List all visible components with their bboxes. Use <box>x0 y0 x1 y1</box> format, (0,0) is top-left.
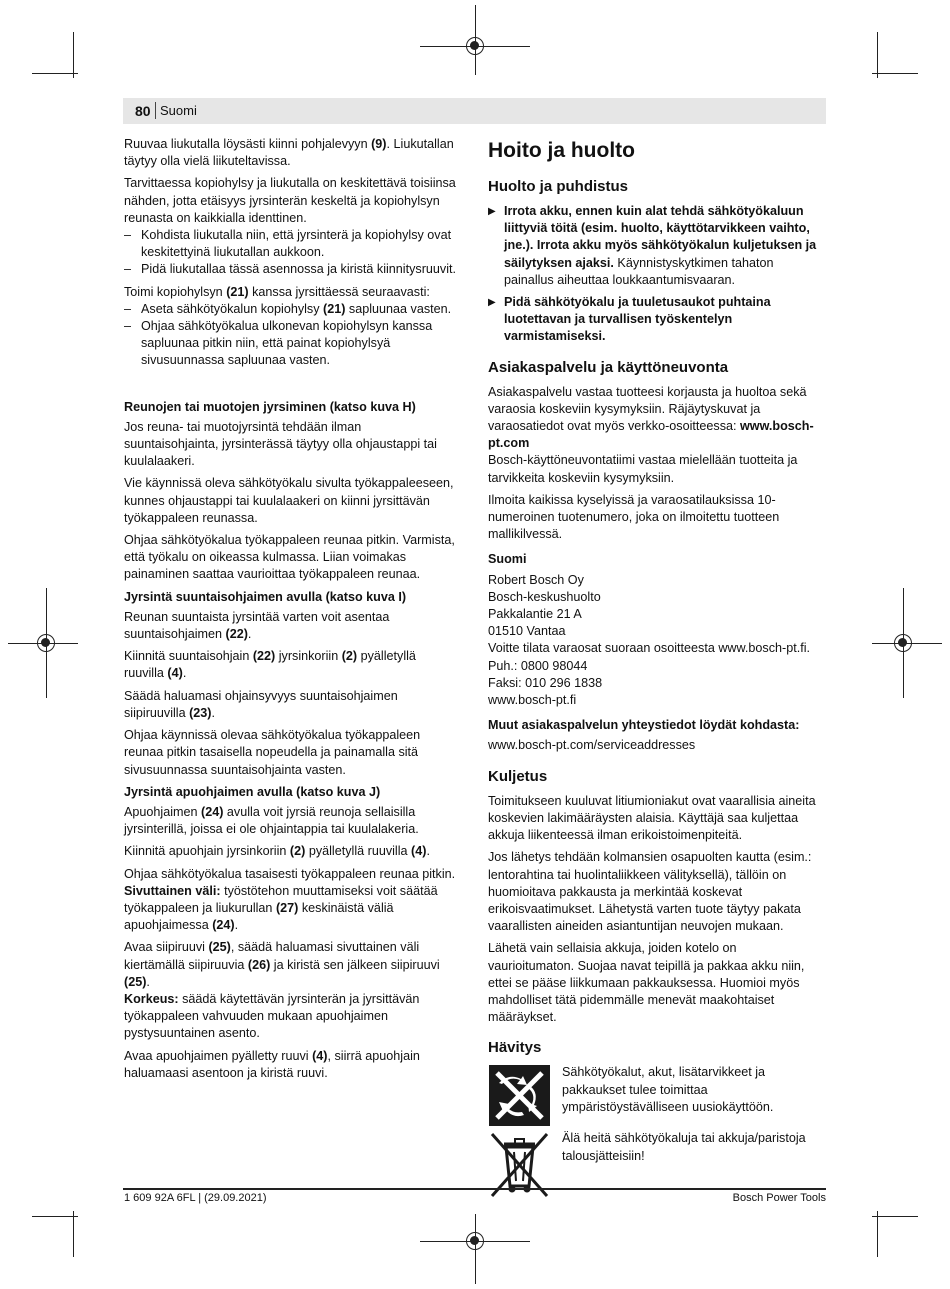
dash-list <box>124 301 459 370</box>
list-item: – Kohdista liukutalla niin, että jyrsinterä ja kopiohylsy ovat keskitettyinä liukutallan aukkoon. <box>124 227 459 261</box>
right-column <box>488 136 826 1193</box>
registration-mark-icon <box>37 634 55 652</box>
address-line: Robert Bosch Oy <box>488 572 584 587</box>
section-heading: Asiakaspalvelu ja käyttöneuvonta <box>488 358 729 376</box>
paragraph: Sivuttainen väli: työstötehon muuttamiseksi voit säätää työkappaleen ja liukurullan (27) keskinäistä väliä apuohjaimessa (24). <box>124 883 438 933</box>
paragraph: Ruuvaa liukutalla löysästi kiinni pohjalevyyn (9). Liukutallan täytyy olla vielä liikuteltavissa. <box>124 137 454 169</box>
registration-mark-icon <box>894 634 912 652</box>
paragraph: Reunan suuntaista jyrsintää varten voit asentaa suuntaisohjaimen (22). <box>124 609 390 642</box>
section-heading: Reunojen tai muotojen jyrsiminen (katso kuva H) <box>124 399 416 414</box>
list-item: – Aseta sähkötyökalun kopiohylsy (21) sapluunaa vasten. <box>124 301 459 318</box>
warning-list <box>488 203 826 346</box>
paragraph: Jos reuna- tai muotojyrsintä tehdään ilman suuntaisohjainta, jyrsinterässä täytyy olla ohjaustappi tai kuulalaakeri. <box>124 419 437 469</box>
left-column <box>124 136 459 1087</box>
crop-mark <box>877 32 878 78</box>
crop-mark <box>73 32 74 78</box>
paragraph: Jos lähetys tehdään kolmansien osapuolten kautta (esim.: lentorahtina tai huolintaliikkeen välityksellä), tällöin on huomioitava pakkausta ja merkintää koskevat erikoisvaatimukset. Lähetystä varten tuote täytyy pakata vaarallisten aineiden asiantuntijan neuvojen mukaan. <box>488 850 812 934</box>
page-number: 80 <box>135 103 151 119</box>
paragraph: Avaa apuohjaimen pyälletty ruuvi (4), siirrä apuohjain haluamaasi asentoon ja kiristä ruuvi. <box>124 1048 420 1080</box>
header-language: Suomi <box>160 103 197 118</box>
address-line: Faksi: 010 296 1838 <box>488 675 603 690</box>
footer-brand: Bosch Power Tools <box>732 1192 826 1204</box>
country-heading: Suomi <box>488 552 527 567</box>
section-heading: Hävitys <box>488 1039 542 1057</box>
section-heading: Huolto ja puhdistus <box>488 178 628 195</box>
paragraph: Lähetä vain sellaisia akkuja, joiden kotelo on vaurioitumaton. Suojaa navat teipillä ja pakkaa akku niin, ettei se pääse liikkumaan pakkauksessa. Huomioi myös mahdolliset tätä pidemmälle menevät maakohtaiset määräykset. <box>488 941 805 1025</box>
disposal-text-2: Älä heitä sähkötyökaluja tai akkuja/paristoja talousjätteisiin! <box>562 1131 806 1163</box>
registration-mark-icon <box>466 37 484 55</box>
footer-doc-id: 1 609 92A 6FL | (29.09.2021) <box>124 1192 267 1204</box>
chapter-title: Hoito ja huolto <box>488 139 635 162</box>
paragraph: Ohjaa sähkötyökalua tasaisesti työkappaleen reunaa pitkin. <box>124 866 456 881</box>
crossed-bin-icon <box>488 1130 551 1193</box>
paragraph: Bosch-käyttöneuvontatiimi vastaa mielellään tuotteita ja tarvikkeita koskeviin kysymyksiin. <box>488 453 798 485</box>
disposal-row <box>488 1064 826 1127</box>
crop-mark <box>73 1211 74 1257</box>
paragraph: Vie käynnissä oleva sähkötyökalu sivulta työkappaleeseen, kunnes ohjaustappi tai kuulalaakeri on kiinni jyrsittävän työkappaleen reunassa. <box>124 476 454 525</box>
list-item: – Ohjaa sähkötyökalua ulkonevan kopiohylsyn kanssa sapluunaa pitkin niin, että painat kopiohylsyä sivusuunnassa sapluunaa vasten. <box>124 318 459 370</box>
crop-mark <box>872 1216 918 1217</box>
crop-mark <box>32 73 78 74</box>
paragraph: Kiinnitä apuohjain jyrsinkoriin (2) pyälletyllä ruuvilla (4). <box>124 844 430 859</box>
disposal-text-1: Sähkötyökalut, akut, lisätarvikkeet ja pakkaukset tulee toimittaa ympäristöystävälliseen uusiokäyttöön. <box>562 1065 774 1114</box>
paragraph: Toimi kopiohylsyn (21) kanssa jyrsittäessä seuraavasti: <box>124 284 430 299</box>
address-line: Voitte tilata varaosat suoraan osoitteesta www.bosch-pt.fi. <box>488 641 811 656</box>
list-item: – Pidä liukutallaa tässä asennossa ja kiristä kiinnitysruuvit. <box>124 261 459 278</box>
disposal-row <box>488 1130 826 1193</box>
service-address <box>488 572 826 710</box>
page-header <box>123 98 826 124</box>
address-line: www.bosch-pt.fi <box>488 693 577 708</box>
dash-list <box>124 227 459 279</box>
crop-mark <box>877 1211 878 1257</box>
paragraph: Asiakaspalvelu vastaa tuotteesi korjausta ja huoltoa sekä varaosia koskeviin kysymyksiin. Räjäytyskuvat ja varaosatiedot ovat myös verkko-osoitteessa: www.bosch-pt.com <box>488 384 814 451</box>
paragraph: Apuohjaimen (24) avulla voit jyrsiä reunoja sellaisilla jyrsinterillä, joissa ei ole ohjaintappia tai kuulalakeria. <box>124 804 419 837</box>
crop-mark <box>872 73 918 74</box>
paragraph: Korkeus: säädä käytettävän jyrsinterän ja jyrsittävän työkappaleen vahvuuden mukaan apuohjaimen pystysuuntainen asento. <box>124 991 420 1041</box>
paragraph: Säädä haluamasi ohjainsyvyys suuntaisohjaimen siipiruuvilla (23). <box>124 688 398 720</box>
section-heading: Kuljetus <box>488 767 548 785</box>
warning-item: ▶ Pidä sähkötyökalu ja tuuletusaukot puhtaina luotettavan ja turvallisen työskentelyn varmistamiseksi. <box>488 294 826 346</box>
paragraph: Tarvittaessa kopiohylsy ja liukutalla on keskitettävä toisiinsa nähden, jotta etäisyys jyrsinterän keskeltä ja kopiohylsyn reunasta on kaikkialla identtinen. <box>124 176 456 225</box>
header-separator <box>155 102 156 119</box>
service-addresses-link[interactable]: www.bosch-pt.com/serviceaddresses <box>488 738 696 753</box>
warning-item: ▶ Irrota akku, ennen kuin alat tehdä sähkötyökaluun liittyviä töitä (esim. huolto, käyttötarvikkeen vaihto, jne.). Irrota akku myös sähkötyökalun kuljetuksen ja säilytyksen ajaksi. Käynnistyskytkimen tahaton painallus aiheuttaa loukkaantumisvaaran. <box>488 203 826 289</box>
address-line: 01510 Vantaa <box>488 624 566 639</box>
address-line: Bosch-keskushuolto <box>488 589 601 604</box>
recycle-no-dispose-icon <box>488 1064 551 1127</box>
footer-rule <box>123 1188 826 1190</box>
paragraph: Ilmoita kaikissa kyselyissä ja varaosatilauksissa 10-numeroinen tuotenumero, joka on ilmoitettu tuotteen mallikilvessä. <box>488 492 780 542</box>
address-line: Puh.: 0800 98044 <box>488 658 588 673</box>
paragraph: Ohjaa käynnissä olevaa sähkötyökalua työkappaleen reunaa pitkin tasaisella nopeudella ja painamalla sitä sivusuunnassa suuntaisohjainta vasten. <box>124 728 421 777</box>
crop-mark <box>32 1216 78 1217</box>
registration-mark-icon <box>466 1232 484 1250</box>
paragraph: Kiinnitä suuntaisohjain (22) jyrsinkoriin (2) pyälletyllä ruuvilla (4). <box>124 649 416 681</box>
paragraph: Toimitukseen kuuluvat litiumioniakut ovat vaarallisia aineita koskevien lakimääräysten alaisia. Käyttäjä saa kuljettaa akkuja liikenteessä ilman erikoistoimenpiteitä. <box>488 793 816 843</box>
paragraph: Ohjaa sähkötyökalua työkappaleen reunaa pitkin. Varmista, että työkalu on oikeassa kulmassa. Liian voimakas painaminen saattaa vaurioittaa työkappaleen reunaa. <box>124 533 455 582</box>
section-heading: Jyrsintä suuntaisohjaimen avulla (katso kuva I) <box>124 589 407 604</box>
address-line: Pakkalantie 21 A <box>488 607 582 622</box>
paragraph: Avaa siipiruuvi (25), säädä haluamasi sivuttainen väli kiertämällä siipiruuvia (26) ja kiristä sen jälkeen siipiruuvi (25). <box>124 940 440 989</box>
more-contacts-heading: Muut asiakaspalvelun yhteystiedot löydät kohdasta: <box>488 718 800 733</box>
section-heading: Jyrsintä apuohjaimen avulla (katso kuva J) <box>124 784 381 799</box>
